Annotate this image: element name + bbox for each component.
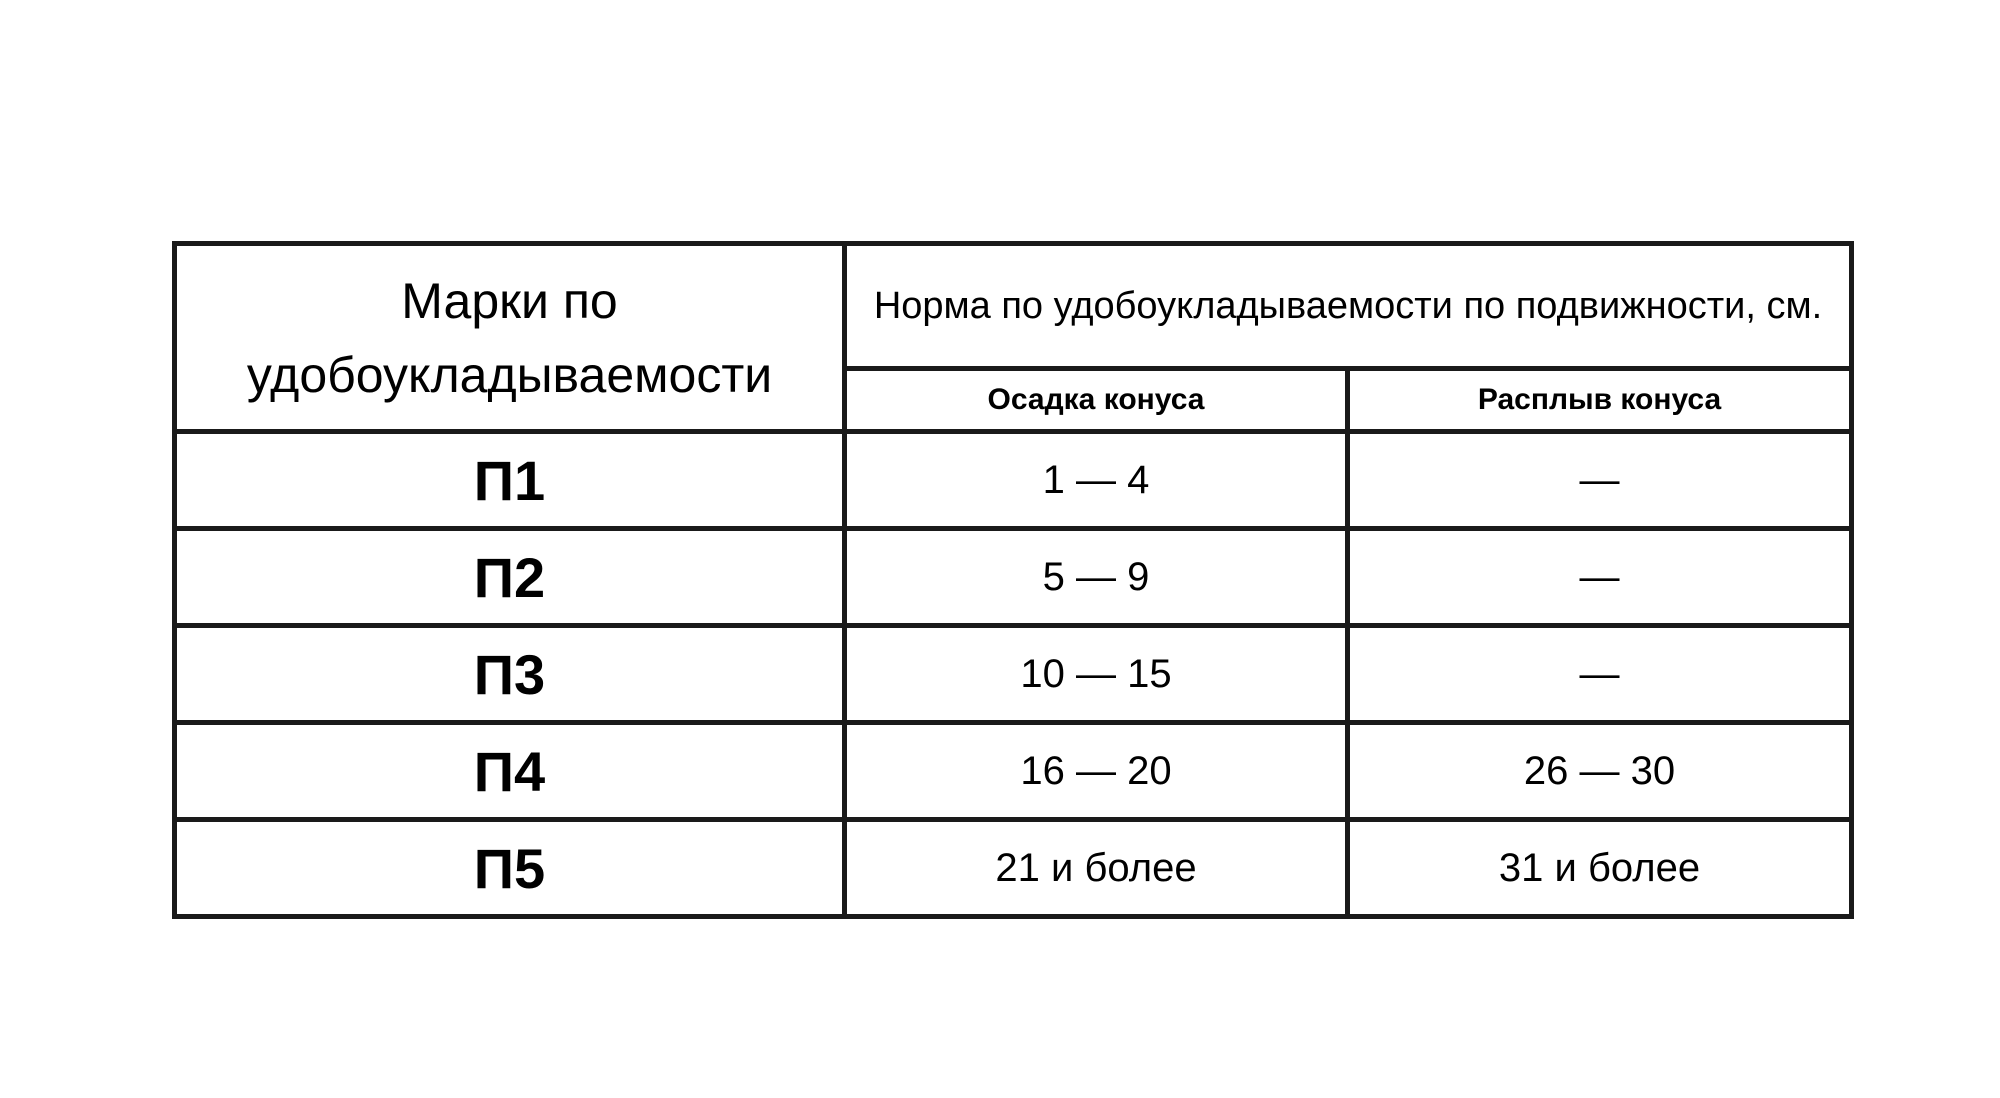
table-container — [172, 241, 1854, 919]
table-row — [175, 432, 1852, 529]
cell-slump: 1 — 4 — [845, 432, 1348, 529]
workability-table — [172, 241, 1854, 919]
cell-mark: П4 — [175, 723, 845, 820]
table-row — [175, 626, 1852, 723]
cell-mark: П5 — [175, 820, 845, 917]
cell-slump: 21 и более — [845, 820, 1348, 917]
cell-mark: П2 — [175, 529, 845, 626]
header-brand: Марки по удобоукладываемости — [175, 244, 845, 432]
cell-spread: — — [1348, 626, 1852, 723]
cell-slump: 16 — 20 — [845, 723, 1348, 820]
cell-slump: 10 — 15 — [845, 626, 1348, 723]
cell-mark: П3 — [175, 626, 845, 723]
cell-mark: П1 — [175, 432, 845, 529]
cell-slump: 5 — 9 — [845, 529, 1348, 626]
table-row — [175, 529, 1852, 626]
header-norm-group: Норма по удобоукладываемости по подвижности, см. — [845, 244, 1852, 369]
cell-spread: 31 и более — [1348, 820, 1852, 917]
cell-spread: 26 — 30 — [1348, 723, 1852, 820]
cell-spread: — — [1348, 529, 1852, 626]
header-slump: Осадка конуса — [845, 369, 1348, 432]
header-spread: Расплыв конуса — [1348, 369, 1852, 432]
table-row — [175, 723, 1852, 820]
table-row — [175, 820, 1852, 917]
cell-spread: — — [1348, 432, 1852, 529]
